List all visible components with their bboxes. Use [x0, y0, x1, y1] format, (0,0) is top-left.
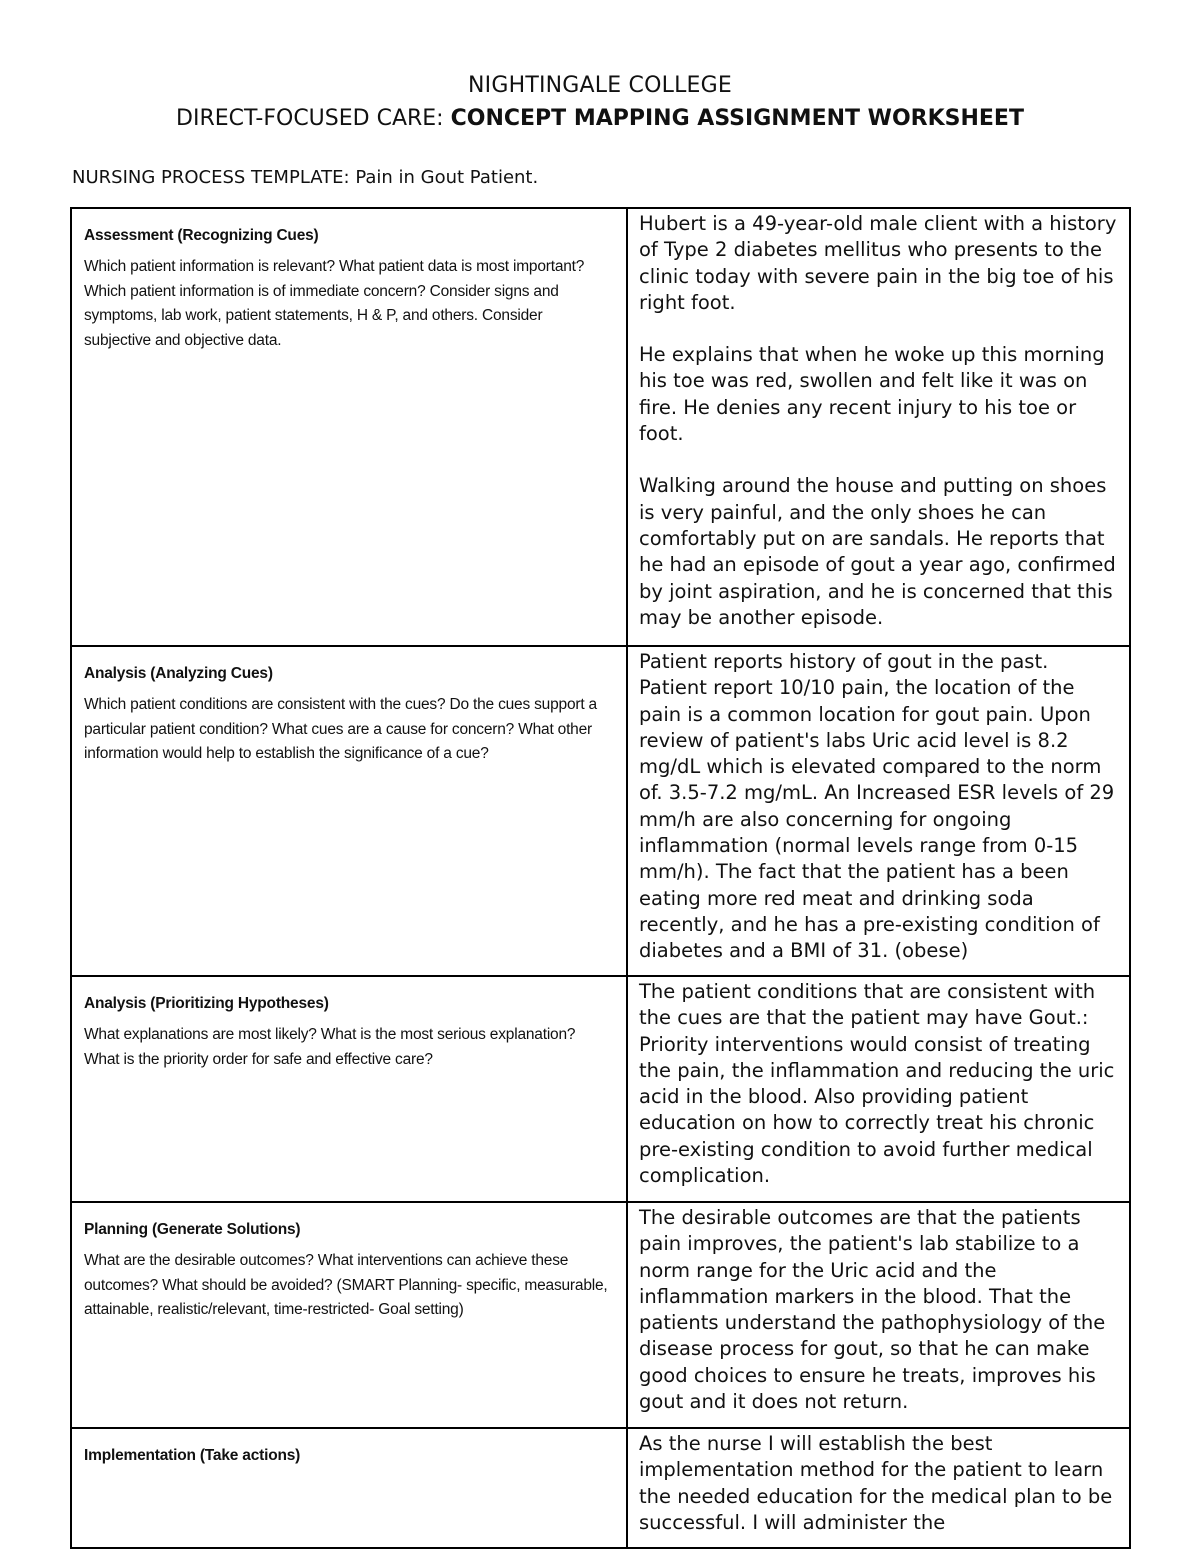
- assessment-prompt-cell: [71, 208, 627, 646]
- worksheet-title: [0, 104, 1200, 134]
- section-title: Assessment (Recognizing Cues): [84, 227, 319, 244]
- document-header: [0, 72, 1200, 134]
- response-paragraph: Patient reports history of gout in the past. Patient report 10/10 pain, the location of the pain is a common location for gout pain. Upon review of patient's labs Uric acid level is 8.2 mg/dL which is elevated compared to the norm of. 3.5-7.2 mg/mL. An Increased ESR levels of 29 mm/h are also concerning for ongoing inflammation (normal levels range from 0-15 mm/h). The fact that the patient has a been eating more red meat and drinking soda recently, and he has a pre-existing condition of diabetes and a BMI of 31. (obese): [639, 650, 1115, 963]
- response-paragraph: The desirable outcomes are that the patients pain improves, the patient's lab stabilize to a norm range for the Uric acid and the inflammation markers in the blood. That the patients understand the pathophysiology of the disease process for gout, so that he can make good choices to ensure he treats, improves his gout and it does not return.: [639, 1206, 1106, 1414]
- analyzing-cues-response-cell: [627, 646, 1130, 976]
- section-title: Analysis (Prioritizing Hypotheses): [84, 995, 329, 1012]
- college-name: NIGHTINGALE COLLEGE: [467, 73, 732, 98]
- analyzing-cues-prompt-cell: [71, 646, 627, 976]
- section-prompt: What are the desirable outcomes? What interventions can achieve these outcomes? What should be avoided? (SMART Planning- specific, measurable, attainable, realistic/relevant, time-restricted- Goal setting): [84, 1252, 608, 1318]
- nursing-process-template-line: NURSING PROCESS TEMPLATE: Pain in Gout Patient.: [72, 167, 539, 188]
- response-paragraph: Hubert is a 49-year-old male client with a history of Type 2 diabetes mellitus who presents to the clinic today with severe pain in the big toe of his right foot.: [639, 212, 1117, 314]
- prioritizing-hypotheses-response-cell: [627, 976, 1130, 1202]
- prioritizing-hypotheses-prompt-cell: [71, 976, 627, 1202]
- worksheet-title-bold: CONCEPT MAPPING ASSIGNMENT WORKSHEET: [450, 106, 1024, 131]
- planning-prompt-cell: [71, 1202, 627, 1428]
- section-prompt: Which patient information is relevant? What patient data is most important? Which patient information is of immediate concern? Consider signs and symptoms, lab work, patient statements, H & P, and others. Consider subjective and objective data.: [84, 258, 585, 349]
- section-title: Implementation (Take actions): [84, 1447, 301, 1464]
- implementation-response-cell: [627, 1428, 1130, 1548]
- implementation-prompt-cell: [71, 1428, 627, 1548]
- table-row: [71, 1428, 1130, 1548]
- response-paragraph: As the nurse I will establish the best implementation method for the patient to learn the needed education for the medical plan to be successful. I will administer the: [639, 1432, 1113, 1534]
- response-paragraph: Walking around the house and putting on shoes is very painful, and the only shoes he can comfortably put on are sandals. He reports that he had an episode of gout a year ago, confirmed by joint aspiration, and he is concerned that this may be another episode.: [639, 474, 1116, 629]
- section-prompt: Which patient conditions are consistent with the cues? Do the cues support a particular patient condition? What cues are a cause for concern? What other information would help to establish the significance of a cue?: [84, 696, 597, 762]
- table-row: [71, 976, 1130, 1202]
- section-prompt: What explanations are most likely? What is the most serious explanation? What is the priority order for safe and effective care?: [84, 1026, 576, 1068]
- assessment-response-cell: [627, 208, 1130, 646]
- table-row: [71, 208, 1130, 646]
- worksheet-title-prefix: DIRECT-FOCUSED CARE:: [176, 106, 451, 131]
- planning-response-cell: [627, 1202, 1130, 1428]
- table-row: [71, 1202, 1130, 1428]
- section-title: Planning (Generate Solutions): [84, 1221, 301, 1238]
- concept-map-table: [70, 207, 1131, 1549]
- response-paragraph: He explains that when he woke up this morning his toe was red, swollen and felt like it was on fire. He denies any recent injury to his toe or foot.: [639, 343, 1105, 446]
- section-title: Analysis (Analyzing Cues): [84, 665, 273, 682]
- table-row: [71, 646, 1130, 976]
- response-paragraph: The patient conditions that are consistent with the cues are that the patient may have Gout.: Priority interventions would consist of treating the pain, the inflammation and reducing the uric acid in the blood. Also providing patient education on how to correctly treat his chronic pre-existing condition to avoid further medical complication.: [639, 980, 1115, 1188]
